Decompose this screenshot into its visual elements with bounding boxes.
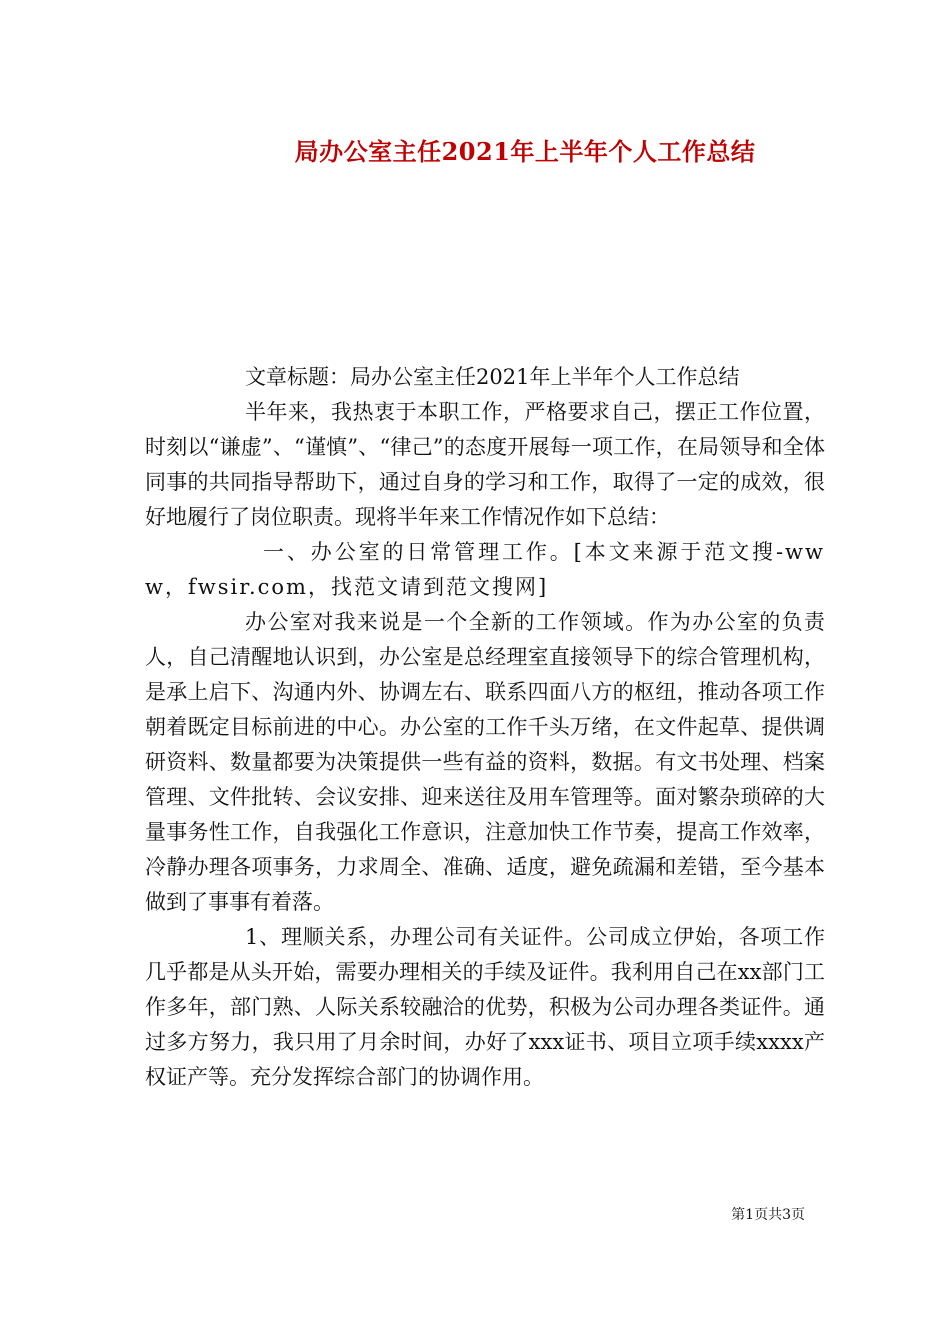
page-title: 局办公室主任2021年上半年个人工作总结 (294, 137, 756, 166)
page-number: 第1页共3页 (731, 1207, 805, 1223)
paragraph-intro: 半年来，我热衷于本职工作，严格要求自己，摆正工作位置，时刻以“谦虚”、“谨慎”、“律己”的态度开展每一项工作，在局领导和全体同事的共同指导帮助下，通过自身的学习和工作，取得了一定的成效，很好地履行了岗位职责。现将半年来工作情况作如下总结： (145, 400, 825, 529)
section-heading-daily-management: 一、办公室的日常管理工作。[本文来源于范文搜-www，fwsir.com，找范文请到范文搜网] (145, 540, 825, 599)
article-title-line: 文章标题：局办公室主任2021年上半年个人工作总结 (245, 365, 740, 389)
document-body (145, 360, 825, 1095)
paragraph-item-1: 1、理顺关系，办理公司有关证件。公司成立伊始，各项工作几乎都是从头开始，需要办理相关的手续及证件。我利用自己在xx部门工作多年，部门熟、人际关系较融洽的优势，积极为公司办理各类证件。通过多方努力，我只用了月余时间，办好了xxx证书、项目立项手续xxxx产权证产等。充分发挥综合部门的协调作用。 (145, 925, 825, 1089)
paragraph-office-work: 办公室对我来说是一个全新的工作领域。作为办公室的负责人，自己清醒地认识到，办公室是总经理室直接领导下的综合管理机构，是承上启下、沟通内外、协调左右、联系四面八方的枢纽，推动各项工作朝着既定目标前进的中心。办公室的工作千头万绪，在文件起草、提供调研资料、数量都要为决策提供一些有益的资料，数据。有文书处理、档案管理、文件批转、会议安排、迎来送往及用车管理等。面对繁杂琐碎的大量事务性工作，自我强化工作意识，注意加快工作节奏，提高工作效率，冷静办理各项事务，力求周全、准确、适度，避免疏漏和差错，至今基本做到了事事有着落。 (145, 610, 825, 914)
